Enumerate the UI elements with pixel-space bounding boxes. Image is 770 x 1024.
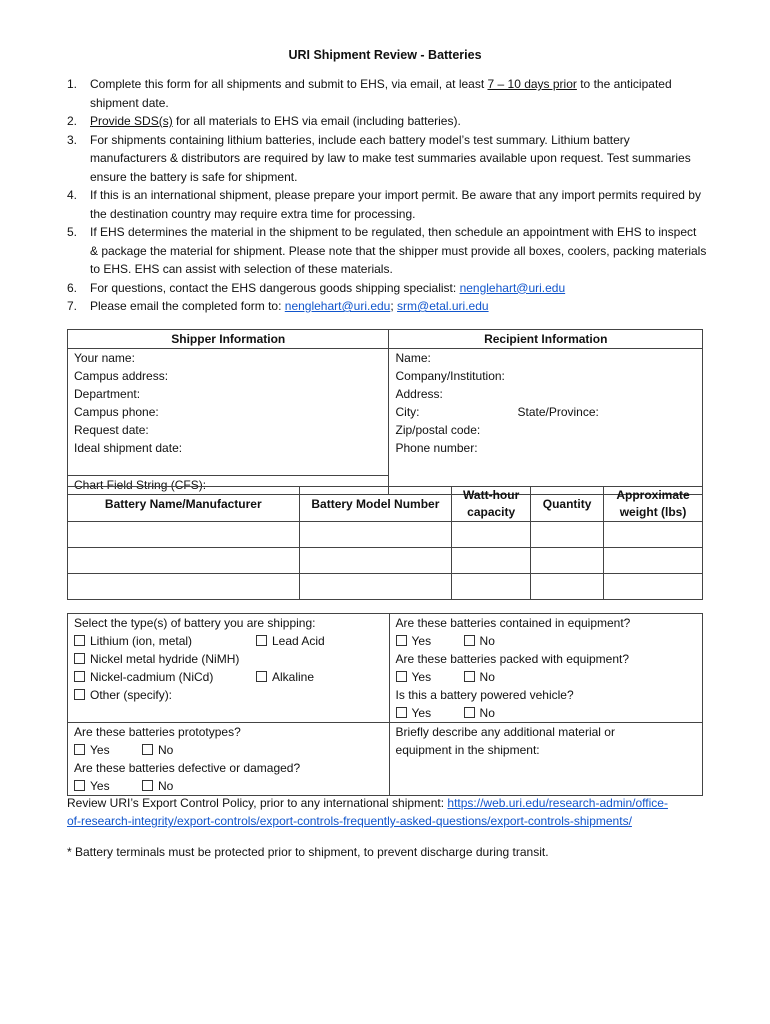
lithium-option[interactable] [74, 632, 256, 650]
item-number: 1. [67, 77, 78, 91]
table-cell[interactable] [604, 522, 703, 548]
option-label: No [158, 779, 174, 793]
nicd-option[interactable] [74, 668, 256, 686]
item-number: 6. [67, 280, 78, 295]
checkbox[interactable] [74, 635, 85, 646]
option-label: No [158, 743, 174, 757]
list-item [67, 297, 707, 316]
export-control-note [67, 794, 727, 830]
col-weight: Approximate weight (lbs) [604, 487, 703, 522]
list-item [67, 279, 707, 298]
checkbox[interactable] [464, 635, 475, 646]
yes-no-row [74, 777, 383, 795]
city-field[interactable]: City: [395, 405, 420, 419]
item-text: For questions, contact the EHS dangerous goods shipping specialist: [90, 280, 460, 295]
checkbox[interactable] [464, 671, 475, 682]
item-number: 3. [67, 132, 78, 147]
option-label: Yes [90, 743, 110, 757]
yes-no-row [396, 632, 696, 650]
table-row [68, 574, 703, 600]
table-cell[interactable] [452, 522, 531, 548]
option-label: Nickel metal hydride (NiMH) [90, 652, 240, 666]
checkbox[interactable] [74, 653, 85, 664]
no-option[interactable] [142, 741, 173, 759]
table-cell[interactable] [604, 574, 703, 600]
email-link-srm[interactable]: srm@etal.uri.edu [397, 299, 489, 313]
describe-label-line2: equipment in the shipment: [395, 743, 540, 757]
checkbox[interactable] [396, 707, 407, 718]
other-option[interactable] [74, 686, 172, 704]
no-option[interactable] [464, 704, 495, 722]
table-cell[interactable] [531, 548, 604, 574]
address-field[interactable]: Address: [395, 387, 443, 401]
table-cell[interactable] [299, 548, 452, 574]
type-row [74, 650, 383, 668]
col-battery-name: Battery Name/Manufacturer [68, 487, 300, 522]
yes-no-row [396, 704, 696, 722]
option-label: No [479, 670, 495, 684]
shipment-date-field[interactable]: Ideal shipment date: [74, 441, 183, 455]
state-field[interactable]: State/Province: [517, 405, 599, 419]
export-policy-link[interactable]: https://web.uri.edu/research-admin/office- [447, 796, 668, 810]
checkbox[interactable] [464, 707, 475, 718]
yes-no-row [74, 741, 383, 759]
campus-address-field[interactable]: Campus address: [74, 369, 169, 383]
battery-type-table [67, 613, 703, 796]
table-cell[interactable] [299, 522, 452, 548]
item-text: Complete this form for all shipments and submit to EHS, via email, at least [90, 77, 488, 91]
campus-phone-field[interactable]: Campus phone: [74, 405, 159, 419]
type-row [74, 668, 383, 686]
item-text: Please email the completed form to: [90, 299, 285, 313]
export-text: Review URI’s Export Control Policy, prior to any international shipment: [67, 796, 448, 810]
zip-field[interactable]: Zip/postal code: [395, 423, 481, 437]
question-prototypes: Are these batteries prototypes? [74, 725, 241, 739]
type-row [74, 632, 383, 650]
item-text: If EHS determines the material in the shipment to be regulated, then schedule an appointment with EHS to inspect & package the material for shipment. Please note that the shipper must provide all boxes, coolers, packing materials to EHS. EHS can assist with selection of these materials. [90, 225, 707, 276]
no-option[interactable] [142, 777, 173, 795]
item-number: 7. [67, 299, 78, 313]
checkbox[interactable] [256, 635, 267, 646]
option-label: Yes [411, 670, 432, 684]
export-policy-link-cont[interactable]: of-research-integrity/export-controls/export-controls-frequently-asked-questions/export-controls-shipments/ [67, 814, 632, 828]
shipper-header: Shipper Information [68, 330, 389, 349]
checkbox[interactable] [74, 744, 85, 755]
question-packed-with: Are these batteries packed with equipment? [395, 652, 630, 666]
checkbox[interactable] [396, 635, 407, 646]
option-label: Alkaline [272, 670, 315, 684]
table-cell[interactable] [68, 522, 300, 548]
type-prompt: Select the type(s) of battery you are shipping: [74, 616, 316, 630]
email-link-nenglehart[interactable]: nenglehart@uri.edu [284, 299, 391, 313]
item-text: For shipments containing lithium batteries, include each battery model’s test summary. Lithium battery manufacturers & distributors are required by law to make test summaries available upon request. Test summaries ensure the battery is safe for shipment. [90, 132, 691, 184]
yes-option[interactable] [396, 704, 464, 722]
list-item [67, 112, 707, 131]
company-field[interactable]: Company/Institution: [395, 369, 505, 383]
option-label: No [479, 706, 495, 720]
email-link-specialist[interactable]: nenglehart@uri.edu [459, 280, 566, 295]
checkbox[interactable] [396, 671, 407, 682]
yes-no-row [396, 668, 696, 686]
checkbox[interactable] [74, 671, 85, 682]
recipient-name-field[interactable]: Name: [395, 351, 431, 365]
shipper-recipient-table [67, 329, 703, 495]
describe-label-line1: Briefly describe any additional material or [395, 725, 615, 739]
describe-material-cell[interactable] [389, 723, 702, 796]
recipient-header: Recipient Information [389, 330, 703, 349]
alkaline-option[interactable] [256, 668, 314, 686]
option-label: Lithium (ion, metal) [90, 634, 193, 648]
nimh-option[interactable] [74, 650, 239, 668]
item-number: 5. [67, 225, 78, 239]
table-cell[interactable] [531, 574, 604, 600]
type-row [74, 686, 383, 704]
checkbox[interactable] [256, 671, 267, 682]
no-option[interactable] [464, 668, 495, 686]
page-title: URI Shipment Review - Batteries [288, 48, 482, 62]
col-quantity: Quantity [531, 487, 604, 522]
option-label: Yes [90, 779, 110, 793]
table-row [68, 522, 703, 548]
your-name-field[interactable]: Your name: [74, 351, 135, 365]
yes-option[interactable] [396, 668, 464, 686]
instructions-list [67, 75, 707, 316]
item-number: 4. [67, 188, 78, 202]
question-in-equipment: Are these batteries contained in equipment? [395, 616, 631, 630]
table-cell[interactable] [452, 574, 531, 600]
list-item [67, 186, 707, 223]
option-label: No [479, 634, 495, 648]
list-item [67, 223, 707, 279]
checkbox[interactable] [74, 689, 85, 700]
terminal-note: * Battery terminals must be protected prior to shipment, to prevent discharge during transit. [67, 845, 549, 859]
table-cell[interactable] [604, 548, 703, 574]
department-field[interactable]: Department: [74, 387, 141, 401]
separator: ; [390, 299, 398, 313]
question-vehicle: Is this a battery powered vehicle? [395, 688, 574, 702]
city-state-row [395, 403, 696, 421]
table-cell[interactable] [452, 548, 531, 574]
shipper-fields[interactable] [68, 349, 389, 476]
battery-type-cell [68, 614, 390, 723]
checkbox[interactable] [142, 744, 153, 755]
table-cell[interactable] [299, 574, 452, 600]
option-label: Lead Acid [272, 634, 325, 648]
option-label: Other (specify): [90, 688, 173, 702]
list-item [67, 131, 707, 187]
yes-option[interactable] [74, 741, 142, 759]
item-text: for all materials to EHS via email (including batteries). [172, 114, 461, 128]
emphasis-sds: Provide SDS(s) [90, 114, 173, 128]
col-model-number: Battery Model Number [299, 487, 452, 522]
table-cell[interactable] [68, 574, 300, 600]
equipment-questions-cell [389, 614, 702, 723]
table-cell[interactable] [531, 522, 604, 548]
battery-table [67, 486, 703, 600]
lead-acid-option[interactable] [256, 632, 325, 650]
option-label: Nickel-cadmium (NiCd) [90, 670, 214, 684]
phone-field[interactable]: Phone number: [395, 441, 478, 455]
emphasis-deadline: 7 – 10 days prior [487, 77, 577, 91]
list-item [67, 75, 707, 112]
table-row [68, 548, 703, 574]
question-defective: Are these batteries defective or damaged? [74, 761, 301, 775]
request-date-field[interactable]: Request date: [74, 423, 149, 437]
yes-option[interactable] [396, 632, 464, 650]
col-watt-hour: Watt-hour capacity [452, 487, 531, 522]
item-text: to the anticipated shipment date. [90, 77, 672, 110]
item-number: 2. [67, 114, 78, 128]
checkbox[interactable] [142, 780, 153, 791]
checkbox[interactable] [74, 780, 85, 791]
item-text: If this is an international shipment, please prepare your import permit. Be aware that any import permits required by the destination country may require extra time for processing. [90, 188, 701, 221]
cfs-field[interactable]: Chart Field String (CFS): [68, 476, 389, 495]
option-label: Yes [411, 634, 432, 648]
recipient-fields[interactable] [389, 349, 703, 495]
yes-option[interactable] [74, 777, 142, 795]
option-label: Yes [411, 706, 432, 720]
no-option[interactable] [464, 632, 495, 650]
prototype-questions-cell [68, 723, 390, 796]
table-cell[interactable] [68, 548, 300, 574]
